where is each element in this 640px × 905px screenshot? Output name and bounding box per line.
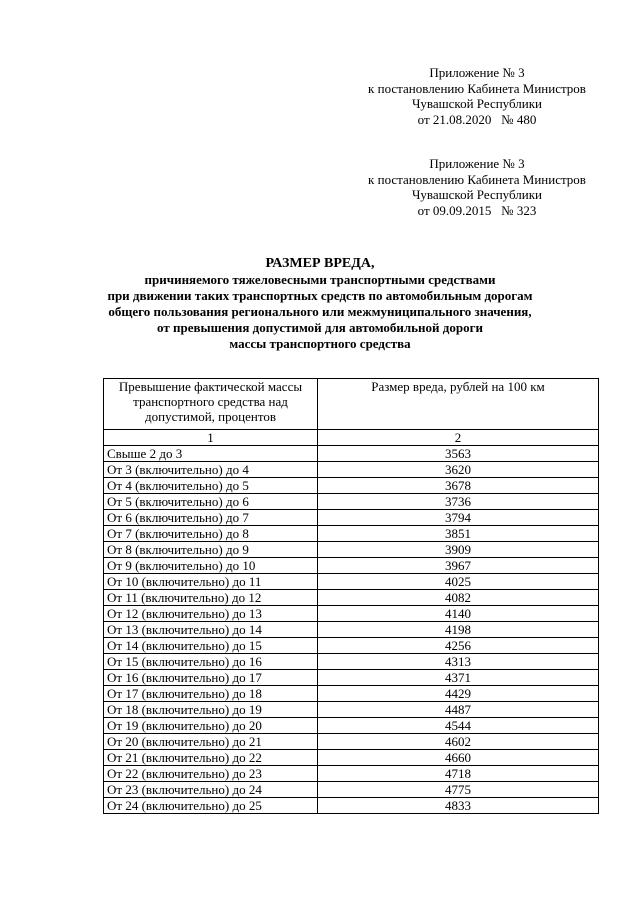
mass-excess-range: От 6 (включительно) до 7 (104, 510, 318, 526)
damage-amount: 3620 (318, 462, 599, 478)
mass-excess-range: От 22 (включительно) до 23 (104, 766, 318, 782)
damage-amount: 4487 (318, 702, 599, 718)
damage-amount: 4544 (318, 718, 599, 734)
mass-excess-range: От 24 (включительно) до 25 (104, 798, 318, 814)
mass-excess-range: От 5 (включительно) до 6 (104, 494, 318, 510)
table-row (104, 590, 599, 606)
table-row (104, 542, 599, 558)
title-line: массы транспортного средства (229, 336, 411, 351)
mass-excess-range: От 21 (включительно) до 22 (104, 750, 318, 766)
mass-excess-range: От 17 (включительно) до 18 (104, 686, 318, 702)
appendix-line: к постановлению Кабинета Министров (368, 171, 586, 187)
column-number: 1 (104, 430, 318, 446)
damage-amount: 4775 (318, 782, 599, 798)
title-line: причиняемого тяжеловесными транспортными средствами (144, 272, 496, 287)
table-row (104, 574, 599, 590)
mass-excess-range: От 15 (включительно) до 16 (104, 654, 318, 670)
title-line: общего пользования регионального или межмуниципального значения, (108, 304, 532, 319)
appendix-date-number: от 09.09.2015 № 323 (417, 202, 537, 218)
table-row (104, 734, 599, 750)
table-row (104, 670, 599, 686)
damage-amount: 3909 (318, 542, 599, 558)
damage-amount: 4660 (318, 750, 599, 766)
table-row (104, 462, 599, 478)
appendix-date-number: от 21.08.2020 № 480 (417, 111, 537, 127)
damage-amount: 4025 (318, 574, 599, 590)
table-row (104, 494, 599, 510)
table-row (104, 782, 599, 798)
mass-excess-range: От 23 (включительно) до 24 (104, 782, 318, 798)
table-row (104, 750, 599, 766)
header-mass-excess: Превышение фактической массы транспортного средства над допустимой, процентов (104, 379, 318, 430)
table-row (104, 622, 599, 638)
column-number-row (104, 430, 599, 446)
mass-excess-range: От 10 (включительно) до 11 (104, 574, 318, 590)
table-row (104, 510, 599, 526)
damage-amount: 4256 (318, 638, 599, 654)
damage-amount: 4718 (318, 766, 599, 782)
damage-amount: 4371 (318, 670, 599, 686)
damage-amount: 4198 (318, 622, 599, 638)
table-row (104, 766, 599, 782)
mass-excess-range: От 20 (включительно) до 21 (104, 734, 318, 750)
appendix-line: к постановлению Кабинета Министров (368, 80, 586, 96)
damage-amount: 3794 (318, 510, 599, 526)
mass-excess-range: От 16 (включительно) до 17 (104, 670, 318, 686)
table-row (104, 702, 599, 718)
mass-excess-range: От 9 (включительно) до 10 (104, 558, 318, 574)
appendix-line: Приложение № 3 (429, 156, 525, 171)
title-line: от превышения допустимой для автомобильной дороги (157, 320, 483, 335)
appendix-line: Чувашской Республики (411, 96, 543, 111)
damage-amount: 4313 (318, 654, 599, 670)
table-header-row (104, 379, 599, 430)
document-title (80, 255, 560, 352)
table-row (104, 478, 599, 494)
damage-amount: 4140 (318, 606, 599, 622)
damage-amount: 3736 (318, 494, 599, 510)
damage-table (103, 378, 599, 814)
table-row (104, 718, 599, 734)
mass-excess-range: От 7 (включительно) до 8 (104, 526, 318, 542)
damage-amount: 4602 (318, 734, 599, 750)
appendix-line: Приложение № 3 (429, 65, 525, 80)
table-row (104, 558, 599, 574)
appendix-line: Чувашской Республики (411, 187, 543, 202)
mass-excess-range: Свыше 2 до 3 (104, 446, 318, 462)
damage-amount: 4833 (318, 798, 599, 814)
table-row (104, 526, 599, 542)
damage-amount: 3678 (318, 478, 599, 494)
mass-excess-range: От 18 (включительно) до 19 (104, 702, 318, 718)
table-row (104, 654, 599, 670)
mass-excess-range: От 13 (включительно) до 14 (104, 622, 318, 638)
table-row (104, 606, 599, 622)
column-number: 2 (318, 430, 599, 446)
table-row (104, 686, 599, 702)
title-line: при движении таких транспортных средств по автомобильным дорогам (107, 288, 533, 303)
mass-excess-range: От 4 (включительно) до 5 (104, 478, 318, 494)
mass-excess-range: От 8 (включительно) до 9 (104, 542, 318, 558)
title-main: РАЗМЕР ВРЕДА, (265, 256, 375, 271)
mass-excess-range: От 19 (включительно) до 20 (104, 718, 318, 734)
appendix-header-original (347, 156, 607, 218)
damage-amount: 4429 (318, 686, 599, 702)
damage-amount: 3851 (318, 526, 599, 542)
header-damage-amount: Размер вреда, рублей на 100 км (318, 379, 599, 430)
table-row (104, 798, 599, 814)
mass-excess-range: От 3 (включительно) до 4 (104, 462, 318, 478)
table-row (104, 638, 599, 654)
damage-amount: 4082 (318, 590, 599, 606)
damage-amount: 3563 (318, 446, 599, 462)
table-row (104, 446, 599, 462)
mass-excess-range: От 12 (включительно) до 13 (104, 606, 318, 622)
appendix-header-current (347, 65, 607, 127)
table-body (104, 446, 599, 814)
damage-amount: 3967 (318, 558, 599, 574)
mass-excess-range: От 14 (включительно) до 15 (104, 638, 318, 654)
mass-excess-range: От 11 (включительно) до 12 (104, 590, 318, 606)
